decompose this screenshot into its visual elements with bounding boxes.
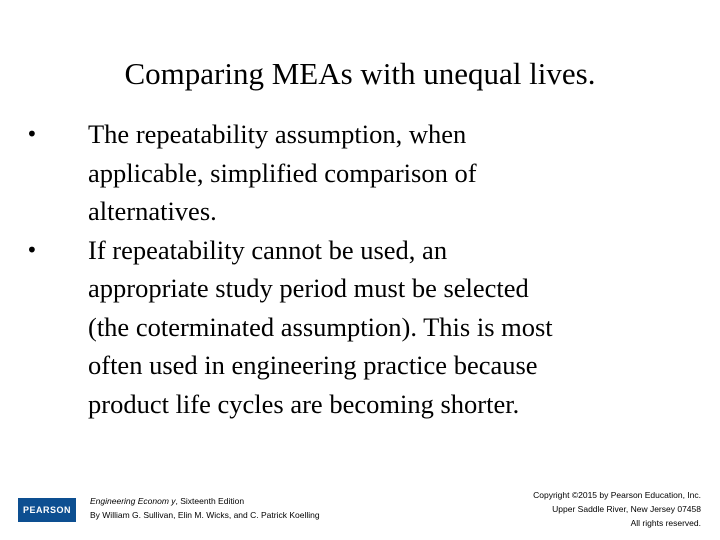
pearson-logo bbox=[18, 498, 76, 522]
footer-book-info bbox=[90, 494, 320, 522]
bullet-line: The repeatability assumption, when bbox=[88, 119, 467, 149]
bullet-line: applicable, simplified comparison of bbox=[88, 157, 477, 188]
footer-book-edition: , Sixteenth Edition bbox=[175, 496, 245, 506]
bullet-line: appropriate study period must be selected bbox=[88, 273, 529, 303]
bullet-item bbox=[26, 231, 696, 424]
bullet-line: alternatives. bbox=[88, 196, 217, 226]
footer-book-line bbox=[90, 494, 320, 508]
bullet-line: product life cycles are becoming shorter. bbox=[88, 388, 520, 419]
footer-copyright-line: Copyright ©2015 by Pearson Education, Inc. bbox=[533, 490, 701, 500]
slide-title: Comparing MEAs with unequal lives. bbox=[124, 56, 596, 91]
bullet-dot-icon: • bbox=[26, 122, 38, 146]
pearson-logo-text: PEARSON bbox=[22, 505, 71, 515]
footer-copyright-line: All rights reserved. bbox=[630, 518, 701, 528]
footer-copyright-line: Upper Saddle River, New Jersey 07458 bbox=[552, 504, 701, 514]
bullet-line: (the coterminated assumption). This is most bbox=[88, 311, 553, 342]
footer-authors: By William G. Sullivan, Elin M. Wicks, and C. Patrick Koelling bbox=[90, 510, 320, 520]
footer-copyright bbox=[533, 488, 701, 530]
bullet-line: often used in engineering practice because bbox=[88, 350, 538, 380]
bullet-item bbox=[26, 115, 696, 231]
footer-book-title: Engineering Econom y bbox=[90, 496, 176, 506]
bullet-list bbox=[26, 115, 696, 423]
bullet-line: If repeatability cannot be used, an bbox=[88, 234, 448, 265]
bullet-dot-icon: • bbox=[26, 237, 38, 262]
